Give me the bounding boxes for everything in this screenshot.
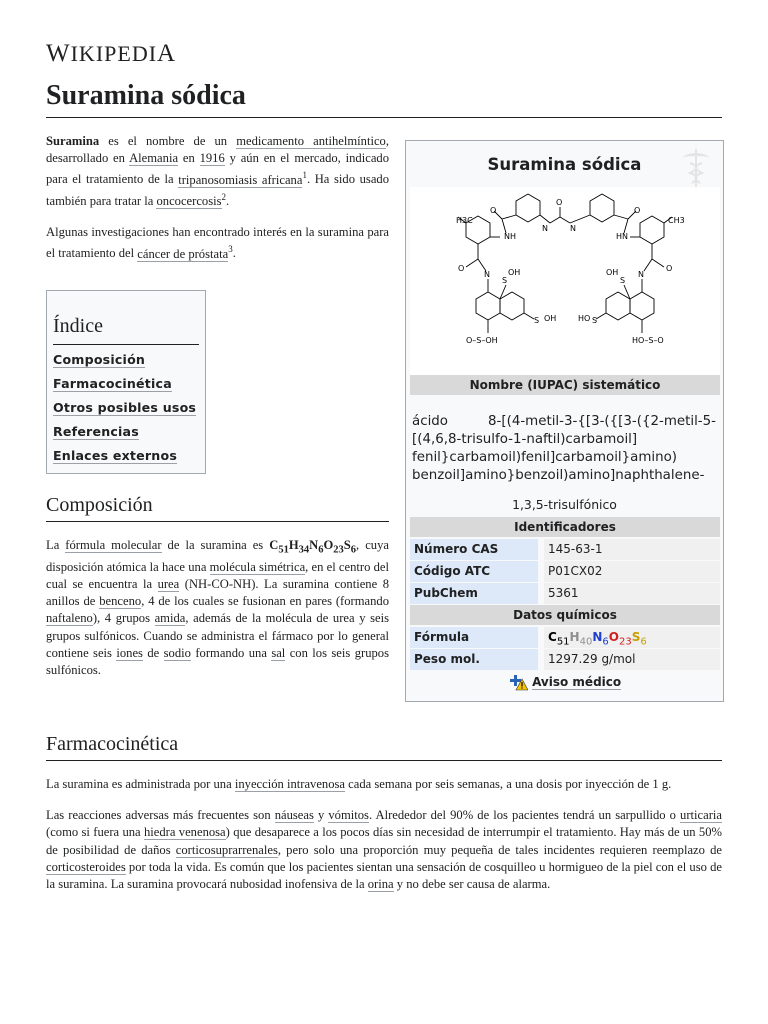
heading-composicion: Composición — [46, 494, 153, 516]
text: de — [142, 645, 164, 660]
n: 6 — [640, 636, 647, 648]
text: . — [232, 246, 236, 261]
link-amida[interactable]: amida — [154, 611, 186, 626]
toc-item-referencias[interactable]: Referencias — [53, 424, 139, 439]
heading-underline — [46, 760, 722, 761]
text: es el nombre de un — [99, 134, 237, 148]
text: , 4 de los cuales se fusionan en pares (formando — [141, 594, 389, 609]
label-s: S — [502, 276, 508, 285]
link-iones[interactable]: iones — [116, 645, 143, 660]
label-mass[interactable]: Peso mol. — [410, 649, 538, 670]
toc-divider — [53, 344, 199, 345]
toc-title: Índice — [53, 315, 103, 337]
n: 23 — [618, 636, 632, 648]
farmaco-paragraph-1 — [46, 776, 722, 793]
caduceus-icon — [674, 145, 718, 189]
label-n: N — [570, 224, 576, 233]
wikipedia-logo[interactable] — [46, 40, 176, 68]
text: Algunas investigaciones han encontrado interés en la suramina para el tratamiento del — [46, 225, 389, 261]
link-urea[interactable]: urea — [157, 576, 180, 591]
n: 6 — [602, 636, 609, 648]
text: ) que desaparece a los pocos días sin necesidad de interrumpir el tratamiento. Hay más de un 50% de posibilidad de daños — [46, 825, 722, 857]
formula-bold — [269, 538, 357, 556]
heading-underline — [46, 521, 389, 522]
n: 34 — [298, 544, 310, 556]
text: . — [226, 193, 230, 208]
text: de la suramina es — [161, 538, 270, 552]
text: , además de la molécula de urea y seis grupos sulfónicos. Cuando se administra el fármaco por lo general contiene seis — [46, 611, 389, 660]
value-formula — [544, 627, 720, 648]
el: O — [323, 538, 334, 552]
link-molecula-simetrica[interactable]: molécula simétrica — [209, 559, 306, 574]
label-atc[interactable]: Código ATC — [410, 561, 538, 582]
text: . Ha sido usado también para tratar la — [46, 172, 390, 208]
el-s[interactable]: S — [631, 630, 641, 644]
el-c[interactable]: C — [548, 630, 557, 644]
text: con los seis grupos sulfónicos. — [46, 645, 389, 677]
el-h[interactable]: H — [569, 630, 580, 644]
link-alemania[interactable]: Alemania — [129, 151, 179, 166]
n: 6 — [318, 544, 324, 556]
toc-item-farmacocinetica[interactable]: Farmacocinética — [53, 376, 172, 391]
intro-section — [46, 133, 389, 263]
text: , cuya disposición atómica la hace una — [46, 538, 389, 574]
label-o: O — [634, 206, 641, 215]
text: y aún en el mercado, indicado para el tratamiento de la — [46, 151, 389, 187]
text: por toda la vida. Es común que los pacientes sientan una sensación de cosquilleo u hormigueo de la piel con el uso de la suramina. La suramina provocará nubosidad inofensiva de la — [46, 859, 722, 892]
link-formula-molecular[interactable]: fórmula molecular — [65, 538, 162, 552]
label-o: O — [556, 198, 563, 207]
intro-paragraph-1 — [46, 133, 389, 210]
link-nauseas[interactable]: náuseas — [274, 808, 314, 823]
n: 40 — [579, 636, 593, 648]
link-inyeccion[interactable]: inyección intravenosa — [234, 777, 346, 791]
logo-letter-w: W — [46, 40, 71, 67]
link-sal[interactable]: sal — [271, 645, 286, 660]
link-benceno[interactable]: benceno — [99, 594, 142, 609]
label-oh: OH — [606, 268, 619, 277]
ref-2[interactable]: 2 — [221, 191, 227, 202]
el-o[interactable]: O — [608, 630, 619, 644]
label-n: N — [484, 270, 490, 279]
label-o: O — [666, 264, 673, 273]
title-underline — [46, 117, 722, 118]
label-oh: OH — [508, 268, 521, 277]
el: C — [269, 538, 279, 552]
text: La — [46, 538, 66, 552]
el: H — [288, 538, 299, 552]
medical-warning-icon — [508, 673, 528, 691]
infobox — [405, 140, 724, 702]
link-medicamento[interactable]: medicamento antihelmíntico — [236, 134, 386, 148]
text: formando una — [190, 645, 272, 660]
text: y no debe ser causa de alarma. — [393, 877, 551, 892]
el: N — [309, 538, 319, 552]
n: 51 — [556, 636, 570, 648]
link-1916[interactable]: 1916 — [199, 151, 225, 166]
label-n: N — [542, 224, 548, 233]
text: (como si fuera una — [46, 825, 144, 840]
farmaco-paragraph-2 — [46, 807, 722, 893]
intro-paragraph-2 — [46, 224, 389, 263]
table-of-contents — [46, 290, 206, 474]
term-bold: Suramina — [46, 134, 100, 148]
page-title: Suramina sódica — [46, 80, 246, 111]
ref-1[interactable]: 1 — [302, 170, 307, 181]
text: . Alrededor del 90% de los pacientes tendrá un sarpullido o — [368, 808, 681, 823]
text: ), 4 grupos — [92, 611, 155, 626]
label-s: S — [592, 316, 598, 325]
logo-letter-a: A — [157, 40, 177, 67]
medical-warning-link[interactable]: Aviso médico — [532, 674, 622, 689]
label-o: O — [458, 264, 465, 273]
value-pubchem[interactable]: 5361 — [544, 583, 720, 604]
link-orina[interactable]: orina — [367, 877, 394, 892]
text: Las reacciones adversas más frecuentes son — [46, 808, 275, 823]
text: en — [178, 151, 200, 166]
label-methyl: H3C — [456, 216, 473, 225]
value-mass: 1297.29 g/mol — [544, 649, 720, 670]
text: cada semana por seis semanas, a una dosis por inyección de 1 g. — [345, 777, 672, 791]
toc-item-otros-usos[interactable]: Otros posibles usos — [53, 400, 197, 415]
value-cas[interactable]: 145-63-1 — [544, 539, 720, 560]
text: , desarrollado en — [46, 134, 390, 166]
medical-warning[interactable] — [406, 673, 723, 691]
link-urticaria[interactable]: urticaria — [680, 808, 722, 823]
composicion-paragraph — [46, 537, 389, 679]
label-oh: OH — [544, 314, 557, 323]
label-so3h: O–S–OH — [466, 336, 498, 345]
label-o: O — [490, 206, 497, 215]
toc-item-enlaces-externos[interactable]: Enlaces externos — [53, 448, 178, 463]
link-oncocercosis[interactable]: oncocercosis — [156, 193, 222, 208]
label-ho: HO — [578, 314, 591, 323]
infobox-title: Suramina sódica — [487, 155, 642, 174]
value-atc[interactable]: P01CX02 — [544, 561, 720, 582]
farmacocinetica-section — [46, 776, 722, 893]
label-nh: NH — [504, 232, 516, 241]
n: 23 — [333, 544, 344, 556]
link-corticosuprarrenales[interactable]: corticosuprarrenales — [175, 842, 278, 857]
label-s: S — [534, 316, 540, 325]
text: y — [313, 808, 329, 823]
label-formula[interactable]: Fórmula — [410, 627, 538, 648]
identifiers-header: Identificadores — [410, 517, 720, 537]
composicion-section — [46, 537, 389, 679]
label-so3h: HO–S–O — [632, 336, 664, 345]
chem-data-header: Datos químicos — [410, 605, 720, 625]
el-n[interactable]: N — [592, 630, 603, 644]
label-cas[interactable]: Número CAS — [410, 539, 538, 560]
link-hiedra[interactable]: hiedra venenosa — [143, 825, 226, 840]
toc-item-composicion[interactable]: Composición — [53, 352, 146, 367]
logo-letters: IKIPEDI — [70, 41, 158, 66]
text: , pero solo una proporción muy pequeña de tales incidentes requieren reemplazo de — [277, 842, 722, 857]
label-s: S — [620, 276, 626, 285]
label-pubchem[interactable]: PubChem — [410, 583, 538, 604]
link-vomitos[interactable]: vómitos — [328, 808, 369, 823]
iupac-header: Nombre (IUPAC) sistemático — [410, 375, 720, 395]
text: , en el centro del cual se encuentra la — [46, 559, 389, 591]
label-methyl-2: CH3 — [668, 216, 685, 225]
text: La suramina es administrada por una — [46, 777, 235, 791]
label-n: N — [638, 270, 644, 279]
link-naftaleno[interactable]: naftaleno — [46, 611, 93, 626]
link-sodio[interactable]: sodio — [163, 645, 191, 660]
label-hn: HN — [616, 232, 628, 241]
n: 51 — [278, 544, 289, 556]
iupac-name: ácido 8-[(4-metil-3-{[3-({[3-({2-metil-5-[(4,6,8-trisulfo-1-naftil)carbamoil] fenil}carbamoil)fenil]carbamoil}amino) benzoil]amino}benzoil)amino]naphthalene- — [412, 414, 716, 483]
structure-image — [410, 187, 720, 375]
ref-3[interactable]: 3 — [228, 244, 233, 255]
heading-farmacocinetica: Farmacocinética — [46, 733, 179, 755]
link-tripanosomiasis[interactable]: tripanosomiasis africana — [178, 172, 303, 187]
link-cancer-prostata[interactable]: cáncer de próstata — [137, 246, 229, 261]
iupac-name-tail: 1,3,5-trisulfónico — [512, 497, 617, 512]
text: (NH-CO-NH). La suramina contiene 8 anillos de — [46, 576, 389, 609]
link-corticosteroides[interactable]: corticosteroides — [46, 859, 126, 874]
el: S — [343, 538, 351, 552]
n: 6 — [350, 544, 357, 556]
